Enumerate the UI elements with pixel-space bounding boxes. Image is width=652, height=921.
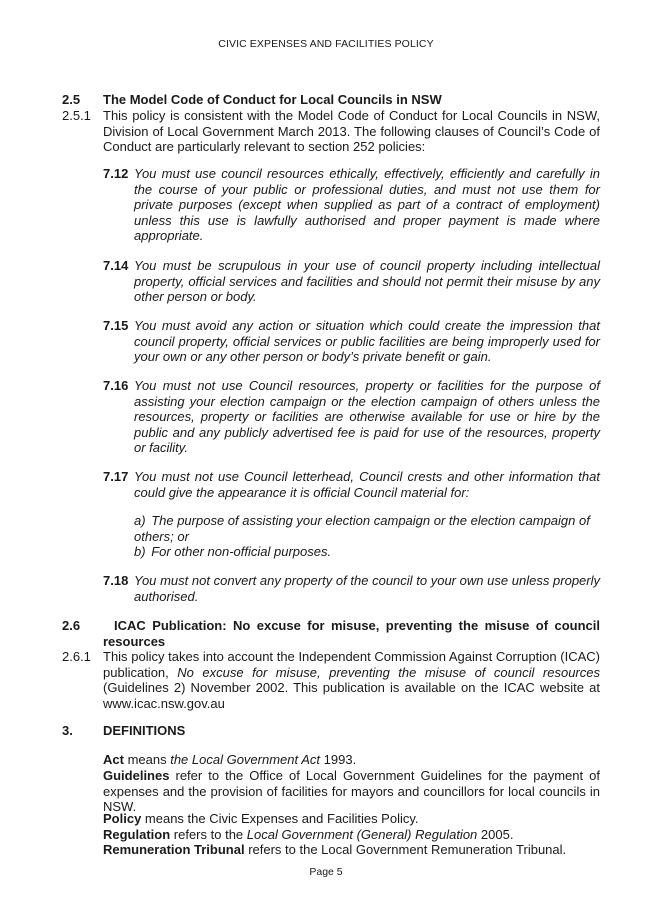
definition-text: means the Civic Expenses and Facilities Policy. [141, 811, 419, 826]
subsection-number: 2.6.1 [62, 649, 91, 664]
definition-term: Act [103, 752, 124, 767]
section-number: 2.6 [62, 618, 81, 633]
definition-guidelines [103, 768, 600, 815]
definition-term: Regulation [103, 827, 171, 842]
list-item-text: The purpose of assisting your election campaign or the election campaign of others; or [134, 513, 590, 544]
clause-text: You must use council resources ethically, effectively, efficiently and carefully in the course of your public or professional duties, and must not use them for private purposes (except when supplied as part of a contract of employment) unless this use is lawfully authorised and proper payment is made where appropriate. [134, 166, 600, 244]
definition-text: 1993. [320, 752, 357, 767]
definition-policy [103, 811, 600, 827]
clause-7-15 [103, 318, 600, 365]
list-item [134, 513, 600, 544]
clause-number: 7.14 [103, 258, 129, 273]
publication-title: No excuse for misuse, preventing the misuse of council resources [177, 664, 600, 680]
section-number: 2.5 [62, 92, 81, 107]
clause-text: You must not convert any property of the council to your own use unless properly authorised. [134, 573, 600, 604]
definition-text: refers to the [170, 827, 247, 842]
subsection-number: 2.5.1 [62, 108, 91, 123]
definition-term: Policy [103, 811, 142, 826]
definition-italic: the Local Government Act [170, 752, 321, 767]
definition-text: 2005. [477, 827, 514, 842]
definition-term: Guidelines [103, 768, 170, 783]
section-title: DEFINITIONS [103, 723, 186, 738]
clause-text: You must avoid any action or situation which could create the impression that council property, official services or public facilities are being improperly used for your own or any other person or body’s private benefit or gain. [134, 318, 600, 365]
clause-number: 7.17 [103, 469, 129, 484]
definition-regulation [103, 827, 600, 843]
list-item-text: For other non-official purposes. [151, 544, 332, 559]
section-title: ICAC Publication: No excuse for misuse, preventing the misuse of council resources [103, 618, 600, 649]
clause-7-14 [103, 258, 600, 305]
text-segment: (Guidelines 2) November 2002. This publication is available on the ICAC website at www.icac.nsw.gov.au [103, 680, 600, 711]
clause-7-18 [103, 573, 600, 604]
text-segment: This policy takes into account the Independent Commission Against Corruption (ICAC) publication, [103, 649, 600, 680]
section-title: The Model Code of Conduct for Local Councils in NSW [103, 92, 442, 107]
list-marker: b) [134, 544, 146, 559]
definition-remuneration-tribunal [103, 842, 600, 858]
subsection-text [103, 649, 600, 711]
list-marker: a) [134, 513, 146, 528]
definition-text: means [123, 752, 171, 767]
clause-text: You must be scrupulous in your use of council property including intellectual property, official services and facilities and should not permit their misuse by any other person or body. [134, 258, 600, 305]
definition-text: refer to the Office of Local Government Guidelines for the payment of expenses and the provision of facilities for mayors and councillors for local councils in NSW. [103, 768, 600, 815]
clause-text: You must not use Council resources, property or facilities for the purpose of assisting your election campaign or the election campaign of others unless the resources, property or facilities are otherwise available for use or hire by the public and any publicly advertised fee is paid for use of the resources, property or facility. [134, 378, 600, 456]
list-item [134, 544, 600, 560]
definition-italic: Local Government (General) Regulation [246, 827, 478, 842]
clause-number: 7.15 [103, 318, 129, 333]
clause-number: 7.12 [103, 166, 129, 181]
clause-7-16 [103, 378, 600, 456]
definition-term: Remuneration Tribunal [103, 842, 245, 857]
clause-text: You must not use Council letterhead, Council crests and other information that could give the appearance it is official Council material for: [134, 469, 600, 500]
page-number: Page 5 [309, 866, 343, 878]
section-number: 3. [62, 723, 73, 738]
clause-number: 7.18 [103, 573, 129, 588]
clause-number: 7.16 [103, 378, 129, 393]
subsection-text: This policy is consistent with the Model Code of Conduct for Local Councils in NSW, Division of Local Government March 2013. The following clauses of Council’s Code of Conduct are particularly relevant to section 252 policies: [103, 108, 600, 155]
page-header: CIVIC EXPENSES AND FACILITIES POLICY [218, 38, 434, 50]
definition-text: refers to the Local Government Remuneration Tribunal. [244, 842, 567, 857]
definition-act [103, 752, 600, 768]
clause-7-12 [103, 166, 600, 244]
clause-7-17 [103, 469, 600, 500]
